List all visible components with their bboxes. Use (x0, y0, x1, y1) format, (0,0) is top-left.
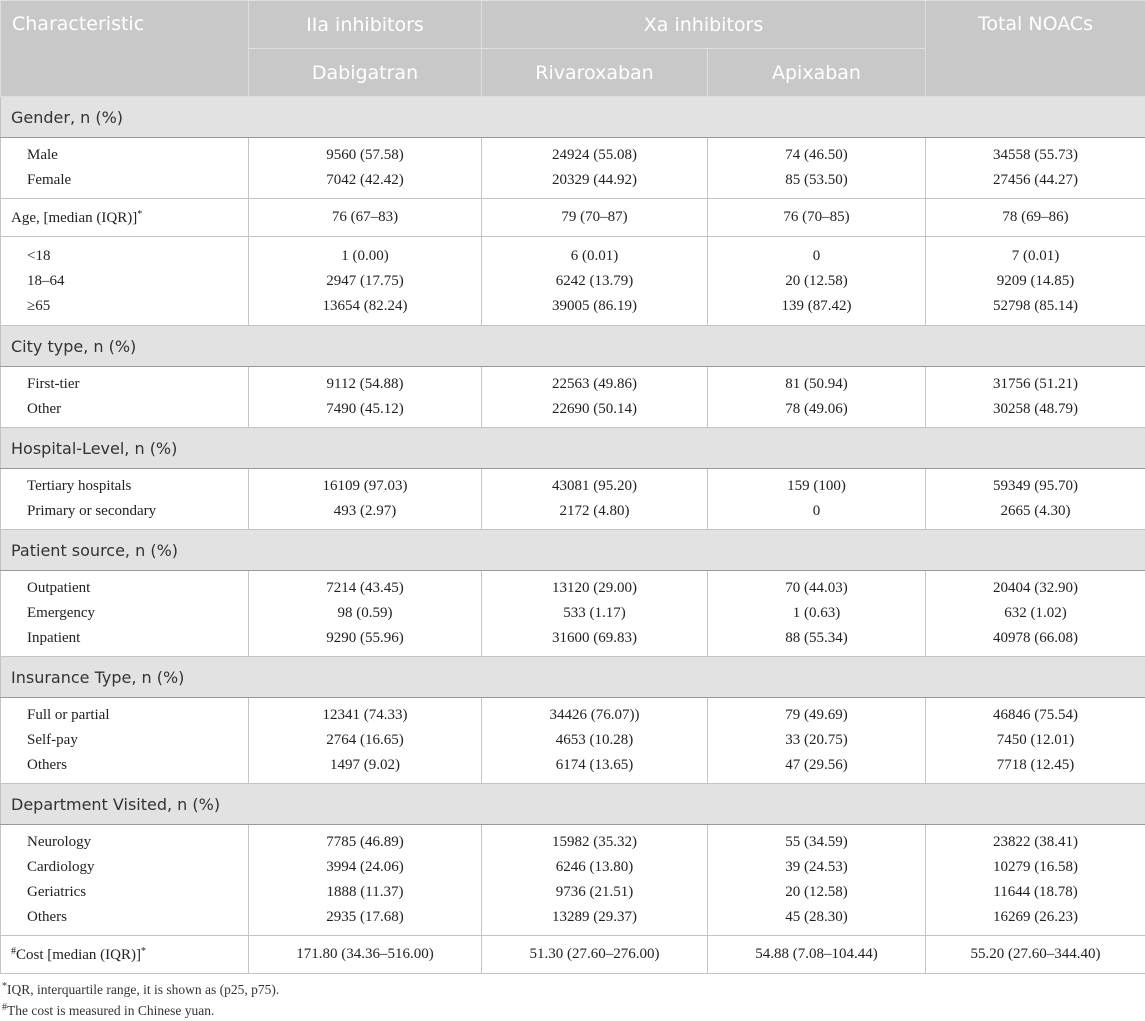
value: 47 (29.56) (708, 753, 925, 778)
footnote-mark: * (137, 209, 142, 220)
section-hospital-level (1, 428, 1145, 469)
footnote-text: IQR, interquartile range, it is shown as (p25, p75). (7, 982, 279, 997)
value: 45 (28.30) (708, 905, 925, 930)
total-cell: 78 (69–86) (926, 199, 1145, 237)
value: 13120 (29.00) (482, 576, 707, 601)
value: 2172 (4.80) (482, 499, 707, 524)
value: 20 (12.58) (708, 269, 925, 294)
value: 98 (0.59) (249, 601, 481, 626)
value: 79 (49.69) (708, 703, 925, 728)
dabigatran-cell (249, 237, 482, 326)
value: 2935 (17.68) (249, 905, 481, 930)
cost-label: Cost [median (IQR)] (16, 947, 141, 963)
table-footnotes (0, 976, 1145, 1018)
value: 16269 (26.23) (926, 905, 1145, 930)
value: 23822 (38.41) (926, 830, 1145, 855)
row-labels (1, 571, 249, 657)
value: 0 (708, 244, 925, 269)
total-cell (926, 469, 1145, 530)
value: 2947 (17.75) (249, 269, 481, 294)
apixaban-cell (708, 237, 926, 326)
apixaban-cell (708, 571, 926, 657)
dabigatran-cell (249, 367, 482, 428)
value: 16109 (97.03) (249, 474, 481, 499)
row-label: ≥65 (27, 294, 248, 319)
value: 10279 (16.58) (926, 855, 1145, 880)
rivaroxaban-cell (482, 237, 708, 326)
value: 55 (34.59) (708, 830, 925, 855)
section-insurance-type (1, 657, 1145, 698)
value: 1888 (11.37) (249, 880, 481, 905)
value: 39005 (86.19) (482, 294, 707, 319)
apixaban-cell (708, 367, 926, 428)
value: 493 (2.97) (249, 499, 481, 524)
value: 2665 (4.30) (926, 499, 1145, 524)
rivaroxaban-cell (482, 138, 708, 199)
row-label: Full or partial (27, 703, 248, 728)
rivaroxaban-cell (482, 367, 708, 428)
value: 9560 (57.58) (249, 143, 481, 168)
row-labels (1, 237, 249, 326)
row-label: Female (27, 168, 248, 193)
row-label: 18–64 (27, 269, 248, 294)
section-department-visited (1, 784, 1145, 825)
header-apixaban: Apixaban (708, 49, 926, 97)
row-label: Geriatrics (27, 880, 248, 905)
header-characteristic: Characteristic (1, 1, 249, 97)
rivaroxaban-cell (482, 469, 708, 530)
section-patient-source (1, 530, 1145, 571)
rivaroxaban-cell (482, 698, 708, 784)
row-labels (1, 698, 249, 784)
section-city-type (1, 326, 1145, 367)
row-label: Others (27, 753, 248, 778)
footnote-mark: # (2, 1002, 7, 1013)
footnote-iqr (0, 976, 1145, 997)
value: 533 (1.17) (482, 601, 707, 626)
value: 7785 (46.89) (249, 830, 481, 855)
table-header (1, 1, 1145, 97)
value: 9112 (54.88) (249, 372, 481, 397)
value: 34426 (76.07)) (482, 703, 707, 728)
table-row (1, 825, 1145, 936)
age-median-label: Age, [median (IQR)] (11, 210, 137, 226)
row-label: First-tier (27, 372, 248, 397)
row-label (1, 199, 249, 237)
value: 70 (44.03) (708, 576, 925, 601)
value: 7490 (45.12) (249, 397, 481, 422)
header-rivaroxaban: Rivaroxaban (482, 49, 708, 97)
value: 632 (1.02) (926, 601, 1145, 626)
table-row (1, 237, 1145, 326)
value: 1 (0.63) (708, 601, 925, 626)
section-title: Insurance Type, n (%) (1, 657, 1145, 698)
value: 39 (24.53) (708, 855, 925, 880)
value: 40978 (66.08) (926, 626, 1145, 651)
value: 20 (12.58) (708, 880, 925, 905)
value: 9290 (55.96) (249, 626, 481, 651)
rivaroxaban-cell: 51.30 (27.60–276.00) (482, 936, 708, 974)
footnote-cost (0, 997, 1145, 1018)
total-cell (926, 571, 1145, 657)
value: 85 (53.50) (708, 168, 925, 193)
value: 74 (46.50) (708, 143, 925, 168)
value: 59349 (95.70) (926, 474, 1145, 499)
value: 46846 (75.54) (926, 703, 1145, 728)
value: 20329 (44.92) (482, 168, 707, 193)
value: 7718 (12.45) (926, 753, 1145, 778)
dabigatran-cell: 171.80 (34.36–516.00) (249, 936, 482, 974)
row-label: Self-pay (27, 728, 248, 753)
value: 33 (20.75) (708, 728, 925, 753)
value: 43081 (95.20) (482, 474, 707, 499)
section-title: City type, n (%) (1, 326, 1145, 367)
row-label: Primary or secondary (27, 499, 248, 524)
value: 1 (0.00) (249, 244, 481, 269)
table-row (1, 138, 1145, 199)
value: 12341 (74.33) (249, 703, 481, 728)
table-row (1, 199, 1145, 237)
section-title: Department Visited, n (%) (1, 784, 1145, 825)
row-label: Inpatient (27, 626, 248, 651)
value: 9736 (21.51) (482, 880, 707, 905)
value: 78 (49.06) (708, 397, 925, 422)
dabigatran-cell (249, 571, 482, 657)
value: 22690 (50.14) (482, 397, 707, 422)
table-row (1, 571, 1145, 657)
value: 15982 (35.32) (482, 830, 707, 855)
row-labels (1, 469, 249, 530)
apixaban-cell (708, 138, 926, 199)
row-label: <18 (27, 244, 248, 269)
value: 1497 (9.02) (249, 753, 481, 778)
dabigatran-cell (249, 825, 482, 936)
value: 22563 (49.86) (482, 372, 707, 397)
value: 13654 (82.24) (249, 294, 481, 319)
value: 20404 (32.90) (926, 576, 1145, 601)
total-cell: 55.20 (27.60–344.40) (926, 936, 1145, 974)
apixaban-cell (708, 469, 926, 530)
total-cell (926, 698, 1145, 784)
header-dabigatran: Dabigatran (249, 49, 482, 97)
row-label: Tertiary hospitals (27, 474, 248, 499)
value: 13289 (29.37) (482, 905, 707, 930)
value: 6246 (13.80) (482, 855, 707, 880)
row-label: Outpatient (27, 576, 248, 601)
section-title: Patient source, n (%) (1, 530, 1145, 571)
apixaban-cell (708, 825, 926, 936)
section-title: Hospital-Level, n (%) (1, 428, 1145, 469)
dabigatran-cell (249, 469, 482, 530)
value: 31600 (69.83) (482, 626, 707, 651)
table-row (1, 698, 1145, 784)
dabigatran-cell (249, 138, 482, 199)
dabigatran-cell (249, 698, 482, 784)
row-label (1, 936, 249, 974)
value: 139 (87.42) (708, 294, 925, 319)
dabigatran-cell: 76 (67–83) (249, 199, 482, 237)
total-cell (926, 825, 1145, 936)
section-gender (1, 97, 1145, 138)
total-cell (926, 367, 1145, 428)
value: 34558 (55.73) (926, 143, 1145, 168)
total-cell (926, 237, 1145, 326)
value: 2764 (16.65) (249, 728, 481, 753)
rivaroxaban-cell: 79 (70–87) (482, 199, 708, 237)
row-label: Male (27, 143, 248, 168)
table-row (1, 936, 1145, 974)
footnote-mark: * (141, 946, 146, 957)
value: 7042 (42.42) (249, 168, 481, 193)
value: 6 (0.01) (482, 244, 707, 269)
value: 6174 (13.65) (482, 753, 707, 778)
total-cell (926, 138, 1145, 199)
table-row (1, 367, 1145, 428)
row-labels (1, 138, 249, 199)
row-labels (1, 367, 249, 428)
value: 11644 (18.78) (926, 880, 1145, 905)
value: 6242 (13.79) (482, 269, 707, 294)
footnote-mark: * (2, 981, 7, 992)
value: 3994 (24.06) (249, 855, 481, 880)
apixaban-cell: 54.88 (7.08–104.44) (708, 936, 926, 974)
value: 7 (0.01) (926, 244, 1145, 269)
value: 31756 (51.21) (926, 372, 1145, 397)
row-labels (1, 825, 249, 936)
value: 30258 (48.79) (926, 397, 1145, 422)
rivaroxaban-cell (482, 825, 708, 936)
row-label: Cardiology (27, 855, 248, 880)
rivaroxaban-cell (482, 571, 708, 657)
value: 0 (708, 499, 925, 524)
row-label: Neurology (27, 830, 248, 855)
apixaban-cell: 76 (70–85) (708, 199, 926, 237)
value: 88 (55.34) (708, 626, 925, 651)
value: 4653 (10.28) (482, 728, 707, 753)
value: 7214 (43.45) (249, 576, 481, 601)
value: 27456 (44.27) (926, 168, 1145, 193)
value: 159 (100) (708, 474, 925, 499)
header-group-xa: Xa inhibitors (482, 1, 926, 49)
header-group-iia: IIa inhibitors (249, 1, 482, 49)
apixaban-cell (708, 698, 926, 784)
value: 9209 (14.85) (926, 269, 1145, 294)
row-label: Others (27, 905, 248, 930)
footnote-mark: # (11, 946, 16, 957)
value: 7450 (12.01) (926, 728, 1145, 753)
section-title: Gender, n (%) (1, 97, 1145, 138)
value: 81 (50.94) (708, 372, 925, 397)
row-label: Emergency (27, 601, 248, 626)
value: 24924 (55.08) (482, 143, 707, 168)
header-total-noacs: Total NOACs (926, 1, 1145, 97)
row-label: Other (27, 397, 248, 422)
table-row (1, 469, 1145, 530)
footnote-text: The cost is measured in Chinese yuan. (7, 1003, 214, 1018)
value: 52798 (85.14) (926, 294, 1145, 319)
